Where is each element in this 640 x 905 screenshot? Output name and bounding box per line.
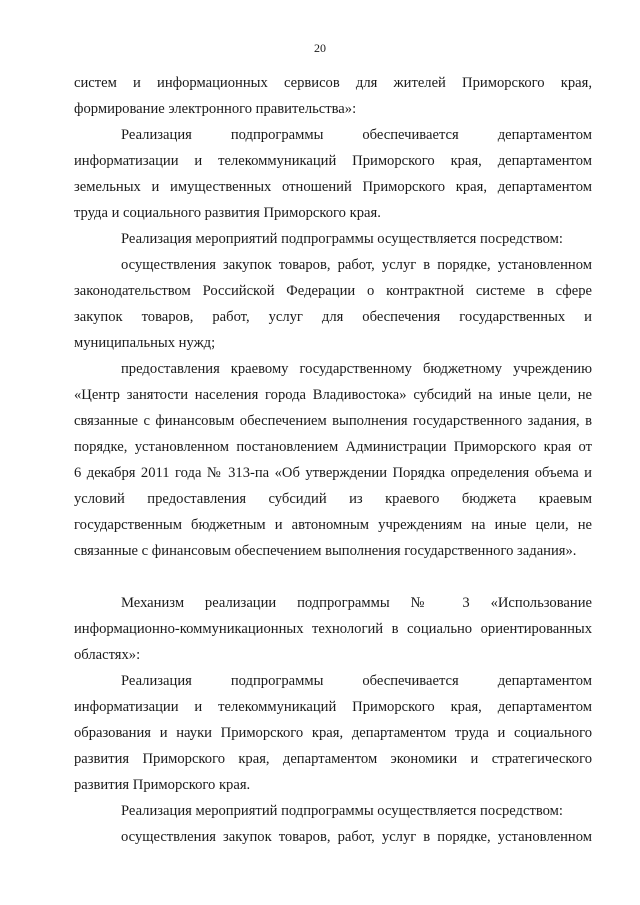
- text-line: Реализация подпрограммы обеспечивается департаментом: [121, 673, 592, 689]
- text-line: связанные с финансовым обеспечением выполнения государственного задания».: [74, 543, 577, 559]
- text-line: образования и науки Приморского края, департаментом труда и социального: [74, 725, 592, 741]
- text-line: областях»:: [74, 647, 141, 663]
- text-line: земельных и имущественных отношений Приморского края, департаментом: [74, 179, 592, 195]
- text-line: связанные с финансовым обеспечением выполнения государственного задания, в: [74, 413, 592, 429]
- paragraph-gap: [74, 564, 592, 590]
- text-line: 6 декабря 2011 года № 313-па «Об утверждении Порядка определения объема и: [74, 465, 592, 481]
- text-line: формирование электронного правительства»:: [74, 101, 357, 117]
- text-line: муниципальных нужд;: [74, 335, 216, 351]
- text-line: порядке, установленном постановлением Администрации Приморского края от: [74, 439, 592, 455]
- body-text: [74, 70, 592, 850]
- text-line: развития Приморского края, департаментом экономики и стратегического: [74, 751, 592, 767]
- text-line: закупок товаров, работ, услуг для обеспечения государственных и: [74, 309, 592, 325]
- text-line: информатизации и телекоммуникаций Приморского края, департаментом: [74, 699, 592, 715]
- text-line: осуществления закупок товаров, работ, услуг в порядке, установленном: [121, 829, 592, 845]
- text-line: государственным бюджетным и автономным учреждениям на иные цели, не: [74, 517, 592, 533]
- text-line: осуществления закупок товаров, работ, услуг в порядке, установленном: [121, 257, 592, 273]
- text-line: труда и социального развития Приморского края.: [74, 205, 381, 221]
- page-number: 20: [314, 41, 326, 55]
- text-line: развития Приморского края.: [74, 777, 251, 793]
- text-line: Реализация подпрограммы обеспечивается департаментом: [121, 127, 592, 143]
- text-line: систем и информационных сервисов для жителей Приморского края,: [74, 75, 592, 91]
- text-line: Реализация мероприятий подпрограммы осуществляется посредством:: [121, 803, 563, 819]
- text-line: «Центр занятости населения города Владивостока» субсидий на иные цели, не: [74, 387, 592, 403]
- text-line: информатизации и телекоммуникаций Приморского края, департаментом: [74, 153, 592, 169]
- text-line: условий предоставления субсидий из краевого бюджета краевым: [74, 491, 592, 507]
- text-line: предоставления краевому государственному бюджетному учреждению: [121, 361, 592, 377]
- text-line: законодательством Российской Федерации о контрактной системе в сфере: [74, 283, 592, 299]
- text-line: информационно-коммуникационных технологий в социально ориентированных: [74, 621, 592, 637]
- text-line: Механизм реализации подпрограммы № 3 «Использование: [121, 595, 592, 611]
- text-line: Реализация мероприятий подпрограммы осуществляется посредством:: [121, 231, 563, 247]
